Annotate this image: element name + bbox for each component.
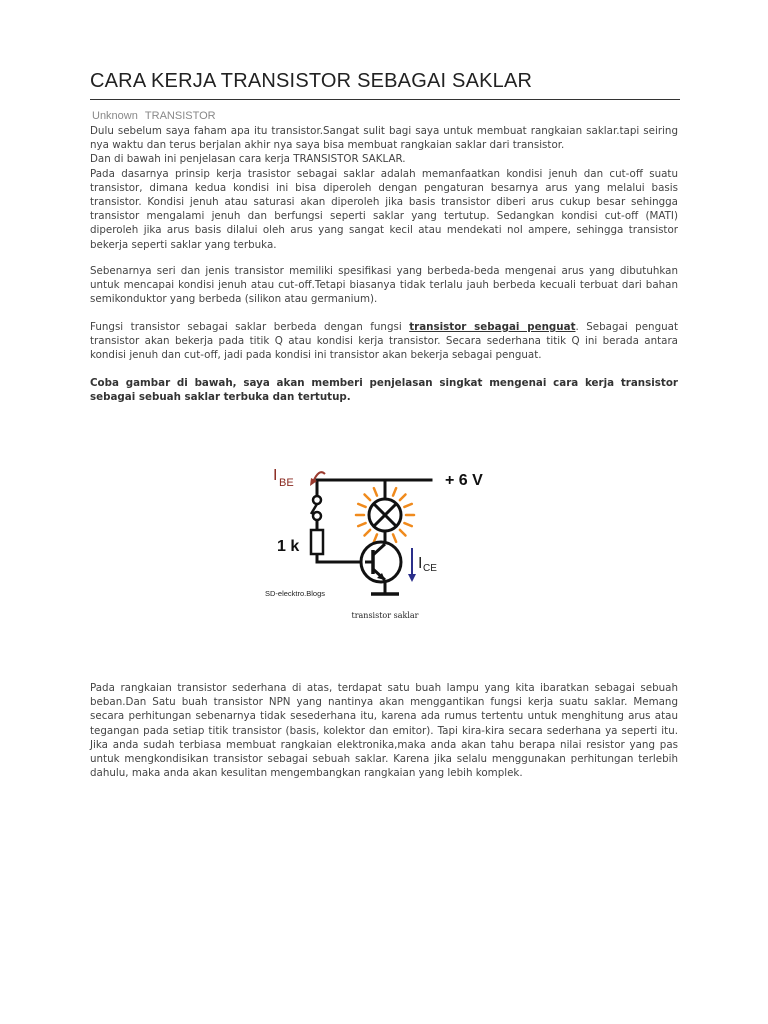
figure-watermark: SD-elecktro.Blogs <box>265 589 326 598</box>
npn-transistor-symbol <box>361 542 401 582</box>
post-meta <box>92 110 216 122</box>
lamp-glow-ray <box>393 488 396 495</box>
lamp-glow-ray <box>400 530 406 536</box>
paragraph-lead: Dan di bawah ini penjelasan cara kerja TRANSISTOR SAKLAR. <box>90 153 406 166</box>
lamp-glow-ray <box>374 488 377 495</box>
intro-section <box>90 124 678 252</box>
paragraph-principle: Pada dasarnya prinsip kerja trasistor sebagai saklar adalah memanfaatkan kondisi jenuh dan cut-off suatu transistor, dimana kedua kondisi ini bisa diperoleh dengan pengaturan besarnya arus yang melalui basis transistor. Kondisi jenuh atau saturasi akan diperoleh jika basis transistor diberi arus cukup besar sehingga transistor mengalami jenuh dan berfungsi seperti saklar yang tertutup. Sedangkan kondisi cut-off (MATI) diperoleh jika arus basis dilalui oleh arus yang sangat kecil atau mendekati nol ampere, sehingga transistor bekerja seperti saklar yang terbuka. <box>90 167 678 251</box>
switch-symbol <box>311 496 321 520</box>
lamp-glow-ray <box>364 494 370 500</box>
paragraph-specs-text: Sebenarnya seri dan jenis transistor memiliki spesifikasi yang berbeda-beda mengenai arus yang dibutuhkan untuk mencapai kondisi jenuh atau cut-off.Tetapi biasanya tidak terlalu jauh berbeda kecuali terbuat dari bahan semikonduktor yang berbeda (silikon atau germanium). <box>90 265 678 306</box>
lamp-glow-ray <box>358 504 365 507</box>
ibe-label-main: I <box>273 467 278 484</box>
paragraph-intro: Dulu sebelum saya faham apa itu transistor.Sangat sulit bagi saya untuk membuat rangkaian saklar.tapi seiring nya waktu dan terus berjalan akhir nya saya bisa membuat rangkaian saklar dari transistor. <box>90 125 678 152</box>
paragraph-bold-intro <box>90 376 678 404</box>
page-title: CARA KERJA TRANSISTOR SEBAGAI SAKLAR <box>90 70 680 100</box>
lamp-glow-ray <box>404 523 411 526</box>
ibe-label-sub: BE <box>279 477 294 489</box>
transistor-switch-diagram <box>255 458 515 608</box>
lamp-glow-ray <box>393 534 396 541</box>
paragraph-specs <box>90 264 678 307</box>
lamp-glow-ray <box>364 530 370 536</box>
supply-voltage-label: + 6 V <box>445 472 483 489</box>
lamp-glow-ray <box>400 494 406 500</box>
paragraph-bold-text: Coba gambar di bawah, saya akan memberi penjelasan singkat mengenai cara kerja transistor sebagai sebuah saklar terbuka dan tertutup. <box>90 377 678 404</box>
function-text-before: Fungsi transistor sebagai saklar berbeda dengan fungsi <box>90 321 410 333</box>
resistor-symbol <box>311 530 323 554</box>
paragraph-explanation <box>90 681 678 780</box>
lamp-glow-ray <box>358 523 365 526</box>
lamp-symbol <box>369 499 401 531</box>
resistor-value-label: 1 k <box>277 538 300 555</box>
lamp-glow-ray <box>404 504 411 507</box>
ice-label-main: I <box>418 555 423 572</box>
function-text-after: . Sebagai penguat transistor akan bekerja pada titik Q atau kondisi kerja transistor. Secara sederhana titik Q ini berada antara kondisi jenuh dan cut-off, jadi pada kondisi ini transistor akan bekerja sebagai penguat. <box>90 321 678 362</box>
paragraph-function <box>90 320 678 363</box>
figure-caption: transistor saklar <box>351 611 419 620</box>
author-name[interactable]: Unknown <box>92 110 138 122</box>
paragraph-function-text <box>90 320 678 363</box>
ice-arrow <box>408 548 416 582</box>
paragraph-explanation-text: Pada rangkaian transistor sederhana di atas, terdapat satu buah lampu yang kita ibaratkan sebagai sebuah beban.Dan Satu buah transistor NPN yang nantinya akan menggantikan fungsi kerja suatu saklar. Memang secara perhitungan sebenarnya tidak sesederhana itu, karena ada rumus tertentu untuk menghitung arus atau tegangan pada setiap titik transistor (basis, kolektor dan emitor). Tapi kira-kira secara sederhana ya seperti itu. Jika anda sudah terbiasa membuat rangkaian elektronika,maka anda akan tahu berapa nilai resistor yang pas untuk mengkondisikan transistor sebagai sebuah saklar. Karena jika selalu menggunakan perhitungan terlebih dahulu, maka anda akan kesulitan mengembangkan rangkaian yang lebih komplek. <box>90 682 678 780</box>
ice-label-sub: CE <box>423 563 437 574</box>
category-label[interactable]: TRANSISTOR <box>144 110 216 122</box>
lamp-glow-ray <box>374 534 377 541</box>
amplifier-link[interactable]: transistor sebagai penguat <box>409 321 576 333</box>
